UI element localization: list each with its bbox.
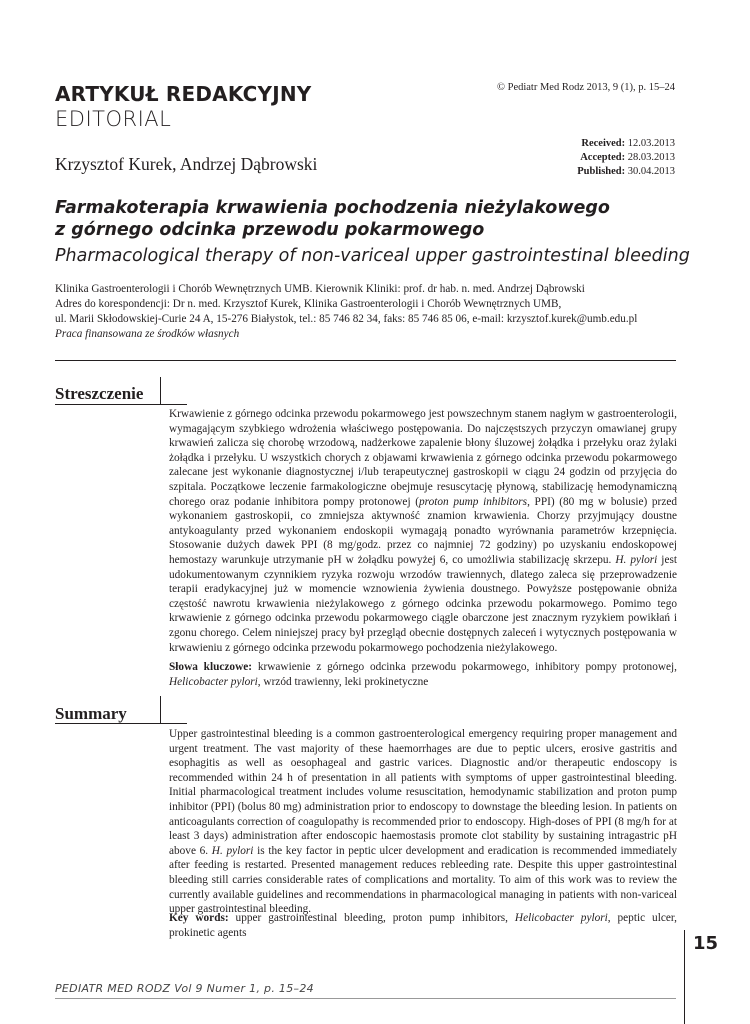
received-row	[577, 137, 675, 151]
affiliation-line3: ul. Marii Skłodowskiej-Curie 24 A, 15-276 Białystok, tel.: 85 746 82 34, faks: 85 746 85 06, e-mail: krzysztof.kurek@umb.edu.pl	[55, 313, 638, 325]
streszczenie-text-1: Krwawienie z górnego odcinka przewodu pokarmowego jest powszechnym stanem nagłym w gastroenterologii, wymagającym szybkiego wdrożenia właściwego postępowania. Do najczęstszych przyczyn omawianej grupy krwawień zalicza się chorobę wrzodową, nadżerkowe zapalenie błony śluzowej żołądka i przełyku oraz żylaki żołądka i przełyku. U wszystkich chorych z objawami krwawienia z górnego odcinka przewodu pokarmowego zalecane jest wykonanie diagnostycznej i/lub terapeutycznej gastroskopii w ciągu 24 godzin od przyjęcia do szpitala. Początkowe leczenie farmakologiczne obejmuje resuscytację płynową, stabilizację hemodynamiczną chorego oraz podanie inhibitora pompy protonowej (	[169, 408, 677, 508]
streszczenie-hp-term: H. pylori	[615, 553, 658, 566]
keywords-text-pl-2: , wrzód trawienny, leki prokinetyczne	[257, 675, 429, 688]
citation: © Pediatr Med Rodz 2013, 9 (1), p. 15–24	[497, 82, 675, 93]
title-english: Pharmacological therapy of non-variceal upper gastrointestinal bleeding	[55, 246, 690, 266]
keywords-text-en-2: , peptic ulcer, prokinetic agents	[169, 912, 677, 939]
title-polish-line1: Farmakoterapia krwawienia pochodzenia nieżylakowego	[55, 198, 610, 218]
affiliation-line2: Adres do korespondencji: Dr n. med. Krzysztof Kurek, Klinika Gastroenterologii i Chorób Wewnętrznych UMB,	[55, 298, 562, 310]
streszczenie-keywords	[169, 660, 677, 689]
keywords-hp-pl: Helicobacter pylori	[169, 675, 258, 688]
streszczenie-body	[169, 407, 677, 655]
title-polish	[55, 197, 695, 241]
streszczenie-ppi-term: proton pump inhibitors	[419, 495, 528, 508]
summary-heading: Summary	[55, 704, 127, 723]
received-label: Received:	[581, 138, 626, 149]
summary-bracket-vertical	[160, 696, 161, 723]
keywords-label-pl: Słowa kluczowe:	[169, 661, 253, 673]
keywords-label-en: Key words:	[169, 912, 229, 924]
summary-text-1: Upper gastrointestinal bleeding is a common gastroenterological emergency requiring proper management and urgent treatment. The vast majority of these haemorrhages are due to peptic ulcers, erosive gastritis and esophagitis as well as oesophageal and gastric varices. Diagnostic and/or therapeutic endoscopy is recommended within 24 h of presentation in all patients with symptoms of upper gastrointestinal bleeding. Initial pharmacological treatment includes volume resuscitation, hemodynamic stabilization and proton pump inhibitor (PPI) (bolus 80 mg) administration prior to endoscopy to downstage the bleeding lesion. In patients on anticoagulants correction of coagulopathy is recommended prior to endoscopy. High-doses of PPI (8 mg/h for at least 3 days) administration after endoscopic haemostasis promote clot stability by sustaining intragastric pH above 6.	[169, 728, 677, 857]
summary-text-2: is the key factor in peptic ulcer development and eradication is recommended immediately after feeding is restarted. Presented management reduces rebleeding rate. Despite this upper gastrointestinal bleeding still carries considerable rates of complications and mortality. To aim of this work was to review the currently available guidelines and recommendations in pharmacological managing in patients with non-variceal upper gastrointestinal bleeding.	[169, 844, 677, 916]
summary-keywords	[169, 911, 677, 940]
streszczenie-text-2: , PPI) (80 mg w bolusie) przed wykonaniem gastroskopii, co zmniejsza aktywność znamion krwawienia. Chorzy przyjmujący doustne antykoagulanty przed wykonaniem endoskopii wymagają ponadto wyrównania parametrów krzepnięcia. Stosowanie dużych dawek PPI (8 mg/godz. przez co najmniej 72 godziny) po uzyskaniu endoskopowej hemostazy warunkuje utrzymanie pH w żołądku powyżej 6, co umożliwia stabilizację skrzepu.	[169, 495, 677, 566]
summary-hp-term: H. pylori	[211, 844, 254, 857]
heading-bracket-horizontal	[55, 404, 187, 405]
page-number-rule	[684, 930, 685, 1024]
streszczenie-text-3: jest udokumentowanym czynnikiem ryzyka rozwoju wrzodów trawiennych, dlatego zaleca się przeprowadzenie terapii eradykacyjnej już w momencie wznowienia żywienia doustnego. Powyższe postępowanie obniża częstość nawrotu krwawienia nieżylakowego z górnego odcinka przewodu pokarmowego. Pomimo tego krwawienie z górnego odcinka przewodu pokarmowego ciągle obarczone jest znacznym ryzykiem powikłań i zgonu chorego. Celem niniejszej pracy był przegląd obecnie dostępnych zaleceń i wytycznych postępowania w krwawieniu z górnego odcinka przewodu pokarmowego pochodzenia nieżylakowego.	[169, 553, 677, 654]
summary-bracket-horizontal	[55, 723, 187, 724]
streszczenie-heading: Streszczenie	[55, 384, 144, 403]
funding-note: Praca finansowana ze środków własnych	[55, 328, 240, 340]
accepted-date: 28.03.2013	[627, 152, 675, 163]
published-date: 30.04.2013	[627, 166, 675, 177]
published-label: Published:	[577, 166, 626, 177]
keywords-hp-en: Helicobacter pylori	[514, 912, 608, 924]
header-divider	[55, 360, 676, 361]
affiliation-line1: Klinika Gastroenterologii i Chorób Wewnętrznych UMB. Kierownik Kliniki: prof. dr hab. n. med. Andrzej Dąbrowski	[55, 283, 585, 295]
keywords-text-pl-1: krwawienie z górnego odcinka przewodu pokarmowego, inhibitory pompy protonowej,	[252, 661, 677, 673]
section-label: ARTYKUŁ REDAKCYJNY	[55, 82, 312, 106]
title-polish-line2: z górnego odcinka przewodu pokarmowego	[55, 220, 485, 240]
accepted-row	[577, 151, 675, 165]
published-row	[577, 165, 675, 179]
page-number: 15	[693, 933, 719, 954]
summary-body	[169, 727, 677, 917]
footer-rule	[55, 998, 676, 999]
publication-dates	[577, 137, 675, 179]
heading-bracket-vertical	[160, 377, 161, 404]
accepted-label: Accepted:	[580, 152, 626, 163]
journal-footer: PEDIATR MED RODZ Vol 9 Numer 1, p. 15–24	[55, 982, 314, 995]
received-date: 12.03.2013	[627, 138, 675, 149]
authors: Krzysztof Kurek, Andrzej Dąbrowski	[55, 154, 318, 174]
section-label-en: EDITORIAL	[55, 107, 172, 131]
keywords-text-en-1: upper gastrointestinal bleeding, proton pump inhibitors,	[228, 912, 515, 924]
affiliation	[55, 282, 695, 342]
